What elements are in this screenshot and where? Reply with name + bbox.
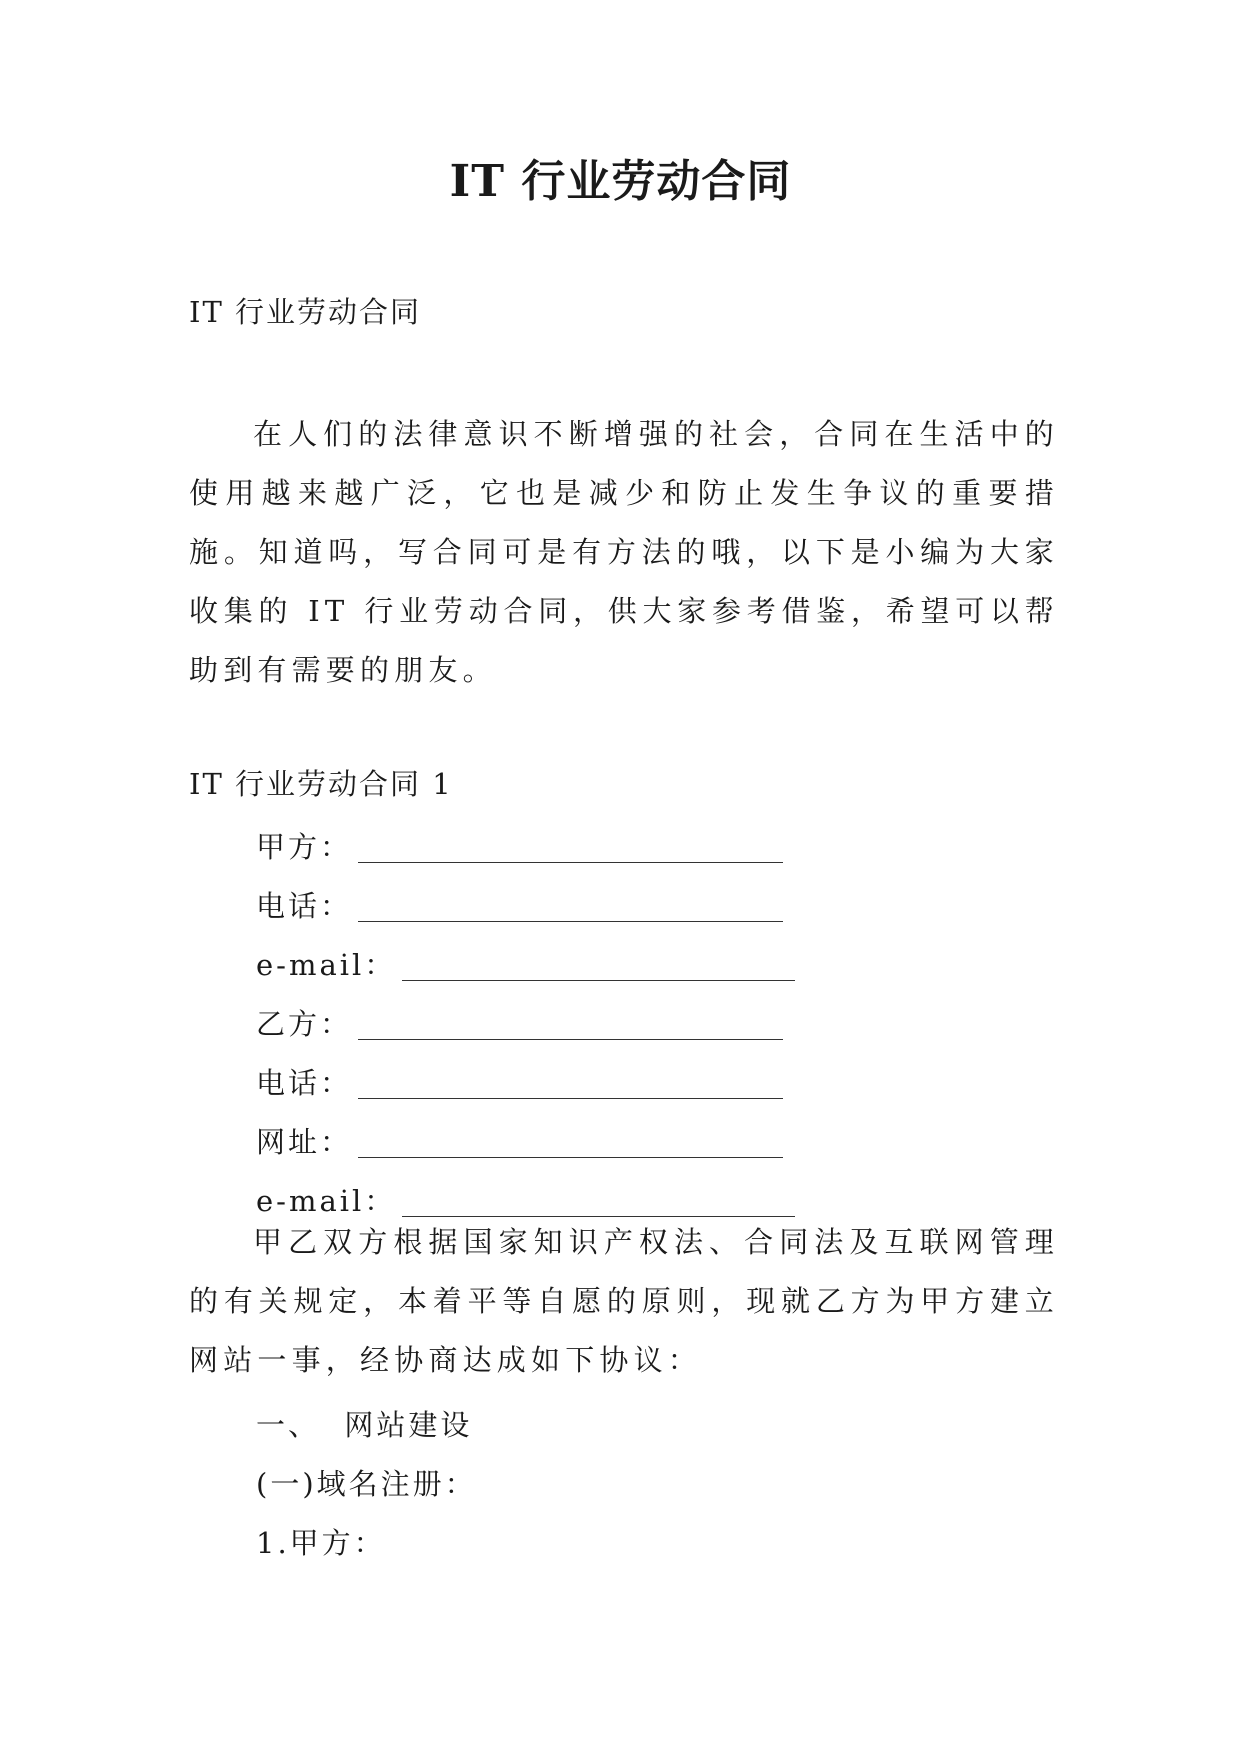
field-label: 电话：: [256, 1066, 353, 1100]
field-phone-a: [256, 871, 956, 930]
item-party-a: 1.甲方：: [256, 1526, 386, 1560]
field-label: e-mail：: [256, 948, 397, 982]
party-fields: [256, 812, 956, 1225]
field-label: 电话：: [256, 889, 353, 923]
document-subtitle: IT 行业劳动合同: [189, 295, 422, 329]
field-email-a: [256, 930, 956, 989]
field-party-b: [256, 989, 956, 1048]
field-label: 甲方：: [256, 830, 353, 864]
field-label: 乙方：: [256, 1007, 353, 1041]
field-party-a: [256, 812, 956, 871]
field-label: e-mail：: [256, 1184, 397, 1218]
heading-website-construction: 一、 网站建设: [256, 1408, 473, 1442]
fill-in-blank: [358, 1039, 783, 1040]
field-website-b: [256, 1107, 956, 1166]
agreement-paragraph: 甲乙双方根据国家知识产权法、合同法及互联网管理的有关规定，本着平等自愿的原则，现就乙方为甲方建立网站一事，经协商达成如下协议：: [189, 1225, 1059, 1377]
fill-in-blank: [402, 980, 795, 981]
fill-in-blank: [358, 1157, 783, 1158]
document-title: IT 行业劳动合同: [449, 156, 792, 207]
intro-paragraph: 在人们的法律意识不断增强的社会，合同在生活中的使用越来越广泛，它也是减少和防止发生争议的重要措施。知道吗，写合同可是有方法的哦，以下是小编为大家收集的 IT 行业劳动合同，供大家参考借鉴，希望可以帮助到有需要的朋友。: [189, 417, 1059, 687]
fill-in-blank: [358, 921, 783, 922]
field-phone-b: [256, 1048, 956, 1107]
section-title: IT 行业劳动合同 1: [189, 767, 453, 801]
fill-in-blank: [358, 862, 783, 863]
field-label: 网址：: [256, 1125, 353, 1159]
fill-in-blank: [358, 1098, 783, 1099]
heading-domain-registration: (一)域名注册：: [256, 1467, 477, 1501]
